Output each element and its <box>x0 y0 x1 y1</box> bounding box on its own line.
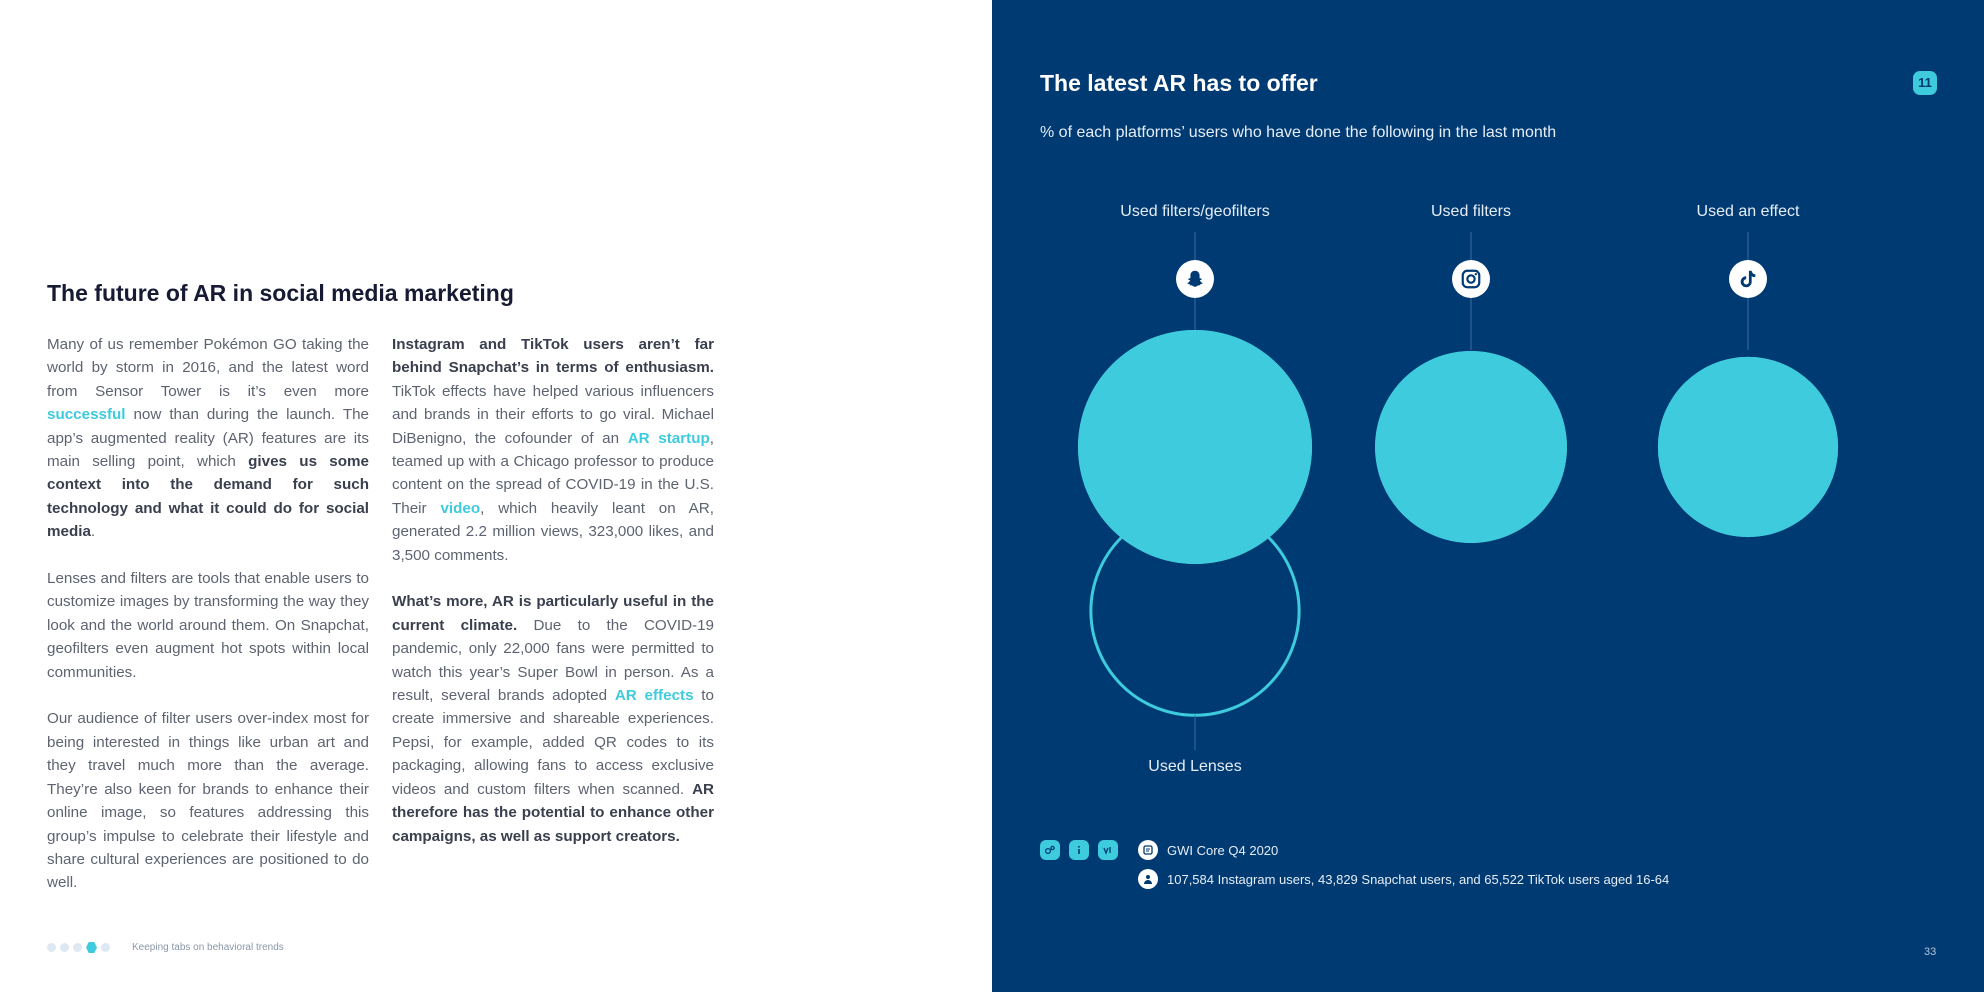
page-number: 33 <box>1924 946 1937 958</box>
article-column-1 <box>47 333 369 918</box>
infographic-title: The latest AR has to offer <box>1040 70 1318 96</box>
index-icon <box>1098 840 1118 860</box>
ar-effects-link[interactable]: AR effects <box>614 687 694 705</box>
base-row <box>1138 869 1669 889</box>
paragraph: Our audience of filter users over-index most for being interested in things like urban art and they travel much more than the average. They’re also keen for brands to enhance their online image, so features addressing this group’s impulse to celebrate their lifestyle and share cultural experiences are positioned to do well. <box>47 710 369 892</box>
bold-text: AR therefore has the potential to enhance other campaigns, as well as support creators. <box>392 780 714 845</box>
base-icon <box>1138 869 1158 889</box>
paragraph <box>47 333 369 544</box>
tiktok-icon <box>1729 260 1767 298</box>
chart-type-icon <box>1040 840 1060 860</box>
text: Many of us remember Pokémon GO taking the world by storm in 2016, and the latest word from Sensor Tower is it’s even more <box>47 336 369 400</box>
instagram-icon <box>1452 260 1490 298</box>
bubble-filled <box>1658 357 1838 537</box>
label-used-filters: Used filters <box>1430 203 1512 220</box>
bold-text: Instagram and TikTok users aren’t far behind Snapchat’s in terms of enthusiasm. <box>392 336 714 377</box>
text: , teamed up with a Chicago professor to produce content on the spread of COVID-19 in the U.S. Their <box>392 429 714 517</box>
article-title: The future of AR in social media marketing <box>47 280 514 306</box>
progress-dot <box>73 943 82 952</box>
section-footer <box>47 942 284 953</box>
bold-text: gives us some context into the demand for such technology and what it could do for social media <box>47 453 369 541</box>
paragraph <box>392 590 714 847</box>
info-icon <box>1069 840 1089 860</box>
section-progress-dots <box>47 942 114 953</box>
label-used-an-effect: Used an effect <box>1696 203 1800 220</box>
progress-dot <box>47 943 56 952</box>
source-text: GWI Core Q4 2020 <box>1167 842 1279 858</box>
label-used-filters-geofilters: Used filters/geofilters <box>1120 203 1270 220</box>
progress-dot <box>60 943 69 952</box>
base-text: 107,584 Instagram users, 43,829 Snapchat users, and 65,522 TikTok users aged 16-64 <box>1167 871 1670 887</box>
ar-startup-link[interactable]: AR startup <box>627 429 710 447</box>
bold-text: What’s more, AR is particularly useful in the current climate. <box>392 593 714 634</box>
source-row <box>1138 840 1278 860</box>
bubble-filled <box>1078 330 1312 564</box>
right-page <box>992 0 1984 992</box>
paragraph <box>392 333 714 567</box>
article-column-2 <box>392 333 714 871</box>
source-icon <box>1138 840 1158 860</box>
text: to create immersive and shareable experiences. Pepsi, for example, added QR codes to its packaging, allowing fans to access exclusive videos and custom filters when scanned. <box>392 687 714 798</box>
text: TikTok effects have helped various influencers and brands in their efforts to go viral. Michael DiBenigno, the cofounder of an <box>392 382 714 447</box>
chart-number-badge: 11 <box>1913 71 1937 95</box>
label-used-lenses: Used Lenses <box>1148 758 1242 775</box>
text: , which heavily leant on AR, generated 2.2 million views, 323,000 likes, and 3,500 comments. <box>392 499 714 564</box>
infographic-subtitle: % of each platforms’ users who have done the following in the last month <box>1040 124 1557 141</box>
text: Due to the COVID-19 pandemic, only 22,000 fans were permitted to watch this year’s Super Bowl in person. As a result, several brands adopted <box>392 616 714 705</box>
progress-dot <box>101 943 110 952</box>
section-title: Keeping tabs on behavioral trends <box>132 942 284 953</box>
text: now than during the launch. The app’s augmented reality (AR) features are its main selling point, which <box>47 406 369 471</box>
paragraph: Lenses and filters are tools that enable users to customize images by transforming the way they look and the world around them. On Snapchat, geofilters even augment hot spots within local communities. <box>47 570 369 681</box>
text: . <box>90 523 96 541</box>
bubble-filled <box>1375 351 1567 543</box>
progress-dot <box>86 942 97 953</box>
successful-link[interactable]: successful <box>47 406 126 424</box>
video-link[interactable]: video <box>440 499 481 517</box>
snapchat-icon <box>1176 260 1214 298</box>
info-icons <box>1040 840 1127 860</box>
